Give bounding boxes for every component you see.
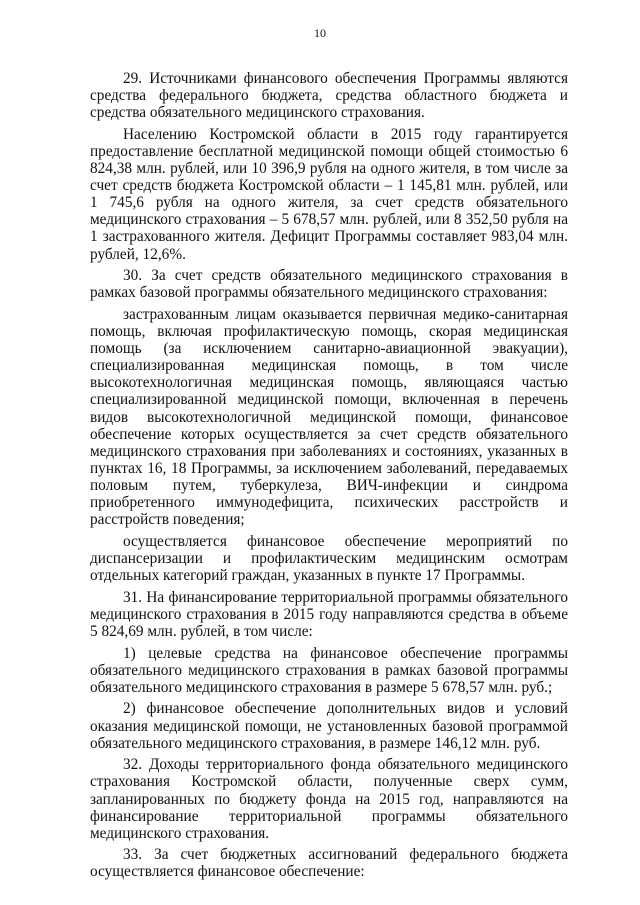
paragraph-31-territorial-funding: 31. На финансирование территориальной программы обязательного медицинского страхования в 2015 году направляются средства в объеме 5 824,69 млн. рублей, в том числе:: [90, 588, 568, 640]
paragraph-insured-care: застрахованным лицам оказывается первичная медико-санитарная помощь, включая профилактическую помощь, скорая медицинская помощь (за исключением санитарно-авиационной эвакуации), специализированная медицинская помощь, в том числе высокотехнологичная медицинская помощь, являющаяся частью специализированной медицинской помощи, включенная в перечень видов высокотехнологичной медицинской помощи, финансовое обеспечение которых осуществляется за счет средств обязательного медицинского страхования при заболеваниях и состояниях, указанных в пунктах 16, 18 Программы, за исключением заболеваний, передаваемых половым путем, туберкулеза, ВИЧ-инфекции и синдрома приобретенного иммунодефицита, психических расстройств и расстройств поведения;: [90, 306, 568, 529]
paragraph-29-funding-sources: 29. Источниками финансового обеспечения Программы являются средства федерального бюджета, средства областного бюджета и средства обязательного медицинского страхования.: [90, 70, 568, 122]
document-body: [90, 70, 568, 885]
page-number: 10: [314, 26, 326, 40]
paragraph-dispensary-funding: осуществляется финансовое обеспечение мероприятий по диспансеризации и профилактическим медицинским осмотрам отдельных категорий граждан, указанных в пункте 17 Программы.: [90, 532, 568, 584]
paragraph-population-guarantee: Населению Костромской области в 2015 году гарантируется предоставление бесплатной медицинской помощи общей стоимостью 6 824,38 млн. рублей, или 10 396,9 рубля на одного жителя, в том числе за счет средств бюджета Костромской области – 1 145,81 млн. рублей, или 1 745,6 рубля на одного жителя, за счет средств обязательного медицинского страхования – 5 678,57 млн. рублей, или 8 352,50 рубля на 1 застрахованного жителя. Дефицит Программы составляет 983,04 млн. рублей, 12,6%.: [90, 125, 568, 263]
paragraph-31-item-2: 2) финансовое обеспечение дополнительных видов и условий оказания медицинской помощи, не установленных базовой программой обязательного медицинского страхования, в размере 146,12 млн. руб.: [90, 700, 568, 752]
paragraph-33-federal-budget: 33. За счет бюджетных ассигнований федерального бюджета осуществляется финансовое обеспечение:: [90, 846, 568, 881]
paragraph-31-item-1: 1) целевые средства на финансовое обеспечение программы обязательного медицинского страхования в рамках базовой программы обязательного медицинского страхования в размере 5 678,57 млн. руб.;: [90, 644, 568, 696]
paragraph-32-fund-income: 32. Доходы территориального фонда обязательного медицинского страхования Костромской области, полученные сверх сумм, запланированных по бюджету фонда на 2015 год, направляются на финансирование территориальной программы обязательного медицинского страхования.: [90, 756, 568, 842]
paragraph-30-oms-intro: 30. За счет средств обязательного медицинского страхования в рамках базовой программы обязательного медицинского страхования:: [90, 267, 568, 302]
